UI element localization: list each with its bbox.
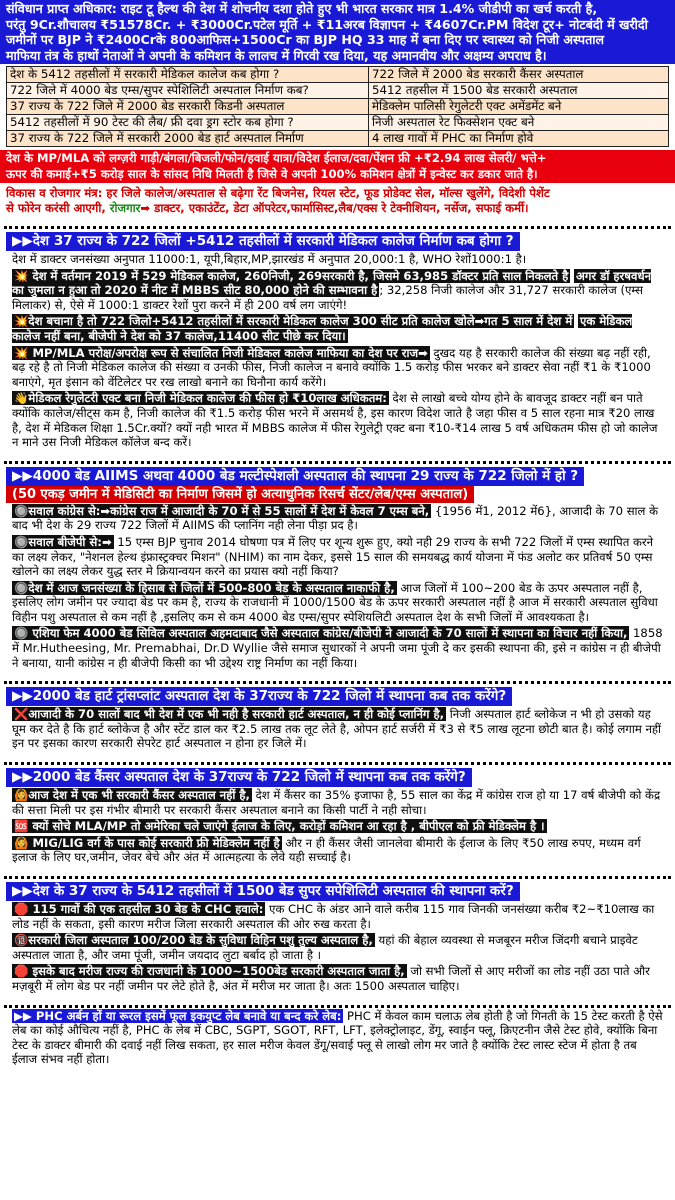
table-row [7,83,669,99]
paragraph [6,503,669,534]
paragraph [6,835,669,866]
paragraph [6,268,669,314]
development-mantra [0,183,675,216]
highlight-text: 🔞सरकारी जिला अस्पताल 100/200 बेड के सुविधा विहिन पशु तुल्य अस्पताल है, [14,933,373,948]
highlight-text: 👋मेडिकल रेगुलेटरी एक्ट बना निजी मेडिकल कालेज की फीस हो ₹10लाख अधिकतम: [14,391,387,406]
section-phc-lab [0,1008,675,1068]
paragraph [6,534,669,580]
highlight-text: ❌आजादी के 70 सालों बाद भी देश में एक भी नही है सरकारी हार्ट अस्पताल, न ही कोई प्लानिंग है, [14,707,445,722]
paragraph [6,625,669,671]
rights-line-3: जमीनों पर BJP ने ₹2400Crके 800आफिस+1500Cr का BJP HQ 33 माह में बना दिए पर स्वास्थ्य को निजी अस्पताल [6,32,605,47]
body-text: देश से लाखो बच्चे योग्य होने के बावजूद डाक्टर नहीं बन पाते क्योंकि कालेज/सीट्स कम है, निजी कालेज की ₹1.5 करोड़ फीस भरने में असमर्थ है, इस कारण विदेश जाते है जहा फीस व 5 साल रहना मात्र ₹20 लाख है, देश में मेडिकल शिक्षा 1.5Cr.क्यों? क्यों नही भारत में MBBS कालेज में फीस रेगुलेट्री एक्ट बना ₹10-₹14 लाख 5 वर्ष अधिकतम फीस हो जो कालेज न माने उस निजी मेडिकल कॉलेज बन्द करें। [12,391,658,450]
table-cell: 5412 तहसील में 1500 बेड सरकारी अस्पताल [369,83,669,99]
highlight-text: 🙆 MIG/LIG वर्ग के पास कोई सरकारी फ्री मेडिक्लेम नहीं है [14,835,280,850]
employment-label: रोजगार [109,201,141,215]
section-tehsil-hospital [0,879,675,995]
section-aiims [0,464,675,672]
dotted-divider [4,673,671,684]
body-text: 1858 में Mr.Hutheesing, Mr. Premabhai, Dr.D Wyllie जैसे समाज सुधारकों ने अपनी जमा पूंजी दे कर इसकी स्थापना की, इसे न कांग्रेस न ही बीजेपी ने बनाया, यानी कांग्रेस न ही बीजेपी किसी का भी उद्देश्य राष्ट्र निर्माण का नहीं किया। [12,626,663,670]
highlight-text: 🔘 एशिया फेम 4000 बेड सिविल अस्पताल अहमदाबाद जैसे अस्पताल कांग्रेस/बीजेपी ने आजादी के 70 सालों में स्थापना का विचार नहीं किया, [14,626,628,641]
section-title: ▶▶देश के 37 राज्य के 5412 तहसीलों में 1500 बेड सुपर सपेशिलिटी अस्पताल की स्थापना करें? [6,882,520,901]
mantra-text-a: से फोरेन करंसी आएगी, [6,201,110,215]
paragraph [6,818,669,835]
body-text: दुखद यह है सरकारी कालेज की संख्या बढ़ नहीं रही, बढ़ रहे है तो निजी मेडिकल कालेज की संख्या व उनकी फीस, निजी कालेज न बनावे क्योंकि 1.5 करोड़ फीस भरकर बने डाक्टर सेवा नहीं ₹1 के ₹1000 बनाएंगे, मृत इंसान को वेंटिलेटर पर रख लाखो बनाने का घिनौना कार्य करेंगे। [12,345,651,389]
table-cell: 5412 तहसीलों में 90 टेस्ट की लैब/ फ्री दवा ड्रग स्टोर कब होगा ? [7,115,369,131]
table-cell: 37 राज्य के 722 जिले में सरकारी 2000 बेड हार्ट अस्पताल निर्माण [7,131,369,147]
body-text: {1956 में1, 2012 में6}, आजादी के 70 साल के बाद भी देश के 29 राज्य 722 जिलों में AIIMS की प्लानिंग नही लेना पीड़ा प्रद है। [12,503,658,533]
table-cell: निजी अस्पताल रेट फिक्सेशन एक्ट बने [369,115,669,131]
paragraph [6,932,669,963]
paragraph [6,390,669,450]
section-cancer-hospital [0,765,675,866]
body-text: देश में कैंसर का 35% इजाफा है, 55 साल का केंद्र में कांग्रेस राज हो या 17 वर्ष बीजेपी को केंद्र की सत्ता मिली पर इस गंभीर बीमारी पर सरकारी कैंसर अस्पताल बनाने का किसी पार्टी ने नही सोचा। [12,788,661,817]
paragraph: देश में डाक्टर जनसंख्या अनुपात 11000:1, यूपी,बिहार,MP,झारखंड में अनुपात 20,000:1 है, WHO रेशों1000:1 है। [12,252,527,266]
mantra-line-1: विकास व रोजगार मंत्र: हर जिले कालेज/अस्पताल से बढ़ेगा रेंट बिजनेस, रियल स्टेट, फूड प्रोडेक्ट सेल, मॉल्स खुलेंगे, विदेशी पेशेंट [6,186,550,200]
section-title: ▶▶2000 बेड कैंसर अस्पताल देश के 37राज्य के 722 जिलो में स्थापना कब तक करेंगे? [6,768,472,787]
body-text: जो सभी जिलों से आए मरीजों का लोड नहीं उठा पाते और मज़बूरी में लोग बेड पर नहीं जमीन पर लेटे होते है, अंत में मरीज मर जाता है। अतः 1500 अस्पताल चाहिए। [12,964,650,993]
rights-line-2: परंतु 9Cr.शौचालय ₹51578Cr. + ₹3000Cr.पटेल मूर्ति + ₹11अरब विज्ञापन + ₹4607Cr.PM विदेश टूर+ नोटबंदी में खरीदी [6,16,648,32]
body-text: ; 32,258 निजी कालेज और 31,727 सरकारी कालेज (एम्स मिलाकर) से, ऐसे में 1000:1 डाक्टर रेशों पुरा करने में ही 200 वर्ष लग जाएंगे! [12,283,643,312]
mantra-line-2 [6,201,669,216]
highlight-text: 🙆आज देश में एक भी सरकारी कैंसर अस्पताल नहीं है, [14,788,250,803]
section-title: ▶▶4000 बेड AIIMS अथवा 4000 बेड मल्टीस्पेशली अस्पताल की स्थापना 29 राज्य के 722 जिलो में हो ? [6,467,584,486]
table-cell: 37 राज्य के 722 जिले में 2000 बेड सरकारी किडनी अस्पताल [7,99,369,115]
section-subtitle: (50 एकड़ जमीन में मेडिसिटी का निर्माण जिसमें हो अत्याधुनिक रिसर्च सेंटर/लेब/एम्स अस्पताल) [6,486,474,503]
highlight-text: एक मेडिकल कालेज नहीं बना, बीजेपी ने देश को 37 कालेज,11400 सीट पीछे कर दिया। [12,314,633,343]
dotted-divider [4,218,671,229]
highlight-text: 💥 MP/MLA परोक्ष/अपरोक्ष रूप से संचालित निजी मेडिकल कालेज माफिया का देश पर राज➡ [14,345,428,360]
rights-line-1: संविधान प्राप्त अधिकार: राइट टू हैल्थ की देश में शोचनीय दशा होते हुए भी भारत सरकार मात्र 1.4% जीडीपी का खर्च करती है, [6,1,598,16]
body-text: एक CHC के अंडर आने वाले करीब 115 गाव जिनकी जनसंख्या करीब ₹2~₹10लाख का लोड नहीं के सकता, इसी कारण मरीज जिला सरकारी अस्पताल की ओर रुख करता है। [12,902,655,931]
highlight-text: अगर डॉ हरषवर्धन का जुमला न हुआ तो 2020 में नीट में MBBS सीट 80,000 होने की सम्भावना है [12,268,652,298]
rights-header-block [0,0,675,64]
body-text: यहां की बेहाल व्यवस्था से मजबूरन मरीज जिंदगी बचाने प्राइवेट अस्पताल जाता है, और जमा पूंजी, जमीन जयदाद लुटा बर्बाद हो जाता है । [12,933,638,962]
dotted-divider [4,453,671,464]
section-heart-hospital [0,684,675,752]
section-title: ▶▶देश 37 राज्य के 722 जिलों +5412 तहसीलों में सरकारी मेडिकल कालेज निर्माण कब होगा ? [6,232,520,251]
body-text: आज जिलों में 100~200 बेड के ऊपर अस्पताल नहीं है, इसलिए लोग जमीन पर ज्यादा बेड पर कम है, राज्य के राजधानी में 1000/1500 बेड के ऊपर सरकारी अस्पताल नहीं है आज में सरकारी अस्पताल सुविधा विहीन पशु अस्पताल से कम नहीं है ,इसलिए कम से कम 4000 बेड एम्स/सुपर स्पेशियलिटी अस्पताल देश के सभी जिलों में आवश्यकता है। [12,580,658,624]
dotted-divider [4,997,671,1008]
body-text: और न ही कैंसर जैसी जानलेवा बीमारी के ईलाज के लिए ₹50 लाख रुपए, मध्यम वर्ग इलाज के लिए घर,जमीन, जेवर बेचे और अंत में आत्महत्या के लेवे यही सच्चाई है। [12,835,641,865]
highlight-text: 🛑 इसके बाद मरीज राज्य की राजधानी के 1000~1500बेड सरकारी अस्पताल जाता है, [14,964,405,979]
table-row [7,99,669,115]
dotted-divider [4,754,671,765]
body-text: 15 एम्स BJP चुनाव 2014 घोषणा पत्र में लिए पर शून्य शुरू हुए, क्यो नही 29 राज्य के सभी 722 जिलों में एम्स स्थापित करने का लक्ष्य लेकर, "नेशनल हेल्थ इंफ्रास्ट्रक्चर मिशन" (NHIM) का नाम देकर, इससे 15 साल की समयबद्ध कार्य योजना में फंड अलोट कर प्रतिवर्ष 50 एम्स खोलने का लक्ष्य लेकर युद्ध स्तर मे क्रियान्वयन करने का प्रयास क्यो नहीं किया? [12,534,654,579]
table-cell: 722 जिले में 4000 बेड एम्स/सुपर स्पेशिलिटी अस्पताल निर्माण कब? [7,83,369,99]
highlight-text: 🔘सवाल बीजेपी से:➡ [14,534,112,549]
highlight-text: 🆘 क्यों सोचे MLA/MP तो अमेरिका चले जाएंगे ईलाज के लिए, करोड़ों कमिशन आ रहा है , बीपीएल को फ्री मेडिक्लेम है । [14,819,545,834]
section-title: ▶▶2000 बेड हार्ट ट्रांसप्लांट अस्पताल देश के 37राज्य के 722 जिलो में स्थापना कब तक करेंगे? [6,687,512,706]
table-cell: 722 जिले में 2000 बेड सरकारी कैंसर अस्पताल [369,67,669,83]
paragraph [6,580,669,626]
table-cell: मेडिक्लेम पालिसी रेगुलेटरी एक्ट अमेंडमेंट बने [369,99,669,115]
body-text: PHC में केवल काम चलाऊ लेब होती है जो गिनती के 15 टेस्ट करती है ऐसे लेब का कोई औचित्य नहीं है, PHC के लेब में CBC, SGPT, SGOT, RFT, LFT, इलेक्ट्रोलाइट, डेंगू, स्वाईन फ्लू, क्रिएटनीन जैसे टेस्ट होवे, क्योंकि बिना टेस्ट के डाक्टर बीमारी की दवाई नहीं लिख सकता, हर साल मरीज केवल डेंगू/सवाई फ्लू से लाखो लोग मर जाते है क्योंकि टेस्ट लास्ट स्टेज में होता है तब ईलाज संभव नहीं होता। [12,1008,663,1067]
section-medical-college [0,229,675,451]
table-row [7,67,669,83]
paragraph [6,787,669,818]
paragraph [6,345,669,391]
paragraph [6,901,669,932]
table-row [7,131,669,147]
highlight-text: 🔘सवाल कांग्रेस से:➡कांग्रेस राज में आजादी के 70 में से 55 सालों में देश में केवल 7 एम्स बने, [14,503,430,518]
mantra-text-c: ➡ डाक्टर, एकाउंटेंट, डेटा ऑपरेटर,फार्मासिस्ट,लैब/एक्स रे टेक्नीशियन, नर्सेज, सफाई कर्मी। [140,201,529,215]
demands-table [6,66,669,147]
mp-mla-line-2: ऊपर की कमाई+₹5 करोड़ साल के सांसद निधि मिलती है जिसे वे अपनी 100% कमिशन क्षेत्रों में इन्वेस्ट कर डकार जाते है। [6,166,538,181]
mp-mla-line-1: देश के MP/MLA को लग्ज़री गाड़ी/बंगला/बिजली/फोन/हवाई यात्रा/विदेश ईलाज/दवा/पेंशन फ्री +₹2.94 लाख सेलरी/ भत्ते+ [6,151,547,165]
body-text: निजी अस्पताल हार्ट ब्लोकेज न भी हो उसको यह घूम कर देते है कि हार्ट ब्लोकेज है और स्टेंट डाल कर ₹2.5 लाख तक लूट लेते है, ओपन हार्ट सर्जरी में ₹3 से ₹5 लाख लूटना छोटी बात है। कोई लगाम नहीं इन पर इसका कारण सरकारी सेपरेट हार्ट अस्पताल न होना हर जिले में। [12,707,662,751]
highlight-text: 🛑 115 गावों की एक तहसील 30 बेड के CHC हवाले: [14,902,264,916]
rights-line-4: माफिया तंत्र के हाथों नेताओं ने अपनी के कमिशन के लालच में गिरवी रख दिया, यह अमानवीय और अक्षम्य अपराध है। [6,47,547,63]
paragraph [6,963,669,994]
paragraph [6,313,669,344]
dotted-divider [4,868,671,879]
paragraph [6,1008,669,1068]
table-cell: 4 लाख गावों में PHC का निर्माण होवे [369,131,669,147]
table-row [7,115,669,131]
paragraph [6,706,669,752]
table-cell: देश के 5412 तहसीलों में सरकारी मेडिकल कालेज कब होगा ? [7,67,369,83]
highlight-text: 💥देश बचाना है तो 722 जिलो+5412 तहसीलों में सरकारी मेडिकल कालेज 300 सीट प्रति कालेज खोले➡गत 5 साल में देश में [14,314,573,329]
section-title: ▶▶ PHC अर्बन हों या रूरल इसमें फूल इकयुप्ट लेब बनावे या बन्द करे लेब: [14,1008,342,1023]
highlight-text: 🔘देश में आज जनसंख्या के हिसाब से जिलों में 500-800 बेड के अस्पताल नाकाफी है, [14,580,395,595]
highlight-text: 💥 देश में वर्तमान 2019 में 529 मेडिकल कालेज, 260निजी, 269सरकारी है, जिसमे 63,985 डॉक्टर प्रति साल निकलते है [14,268,569,283]
mp-mla-perks-box [0,150,675,183]
